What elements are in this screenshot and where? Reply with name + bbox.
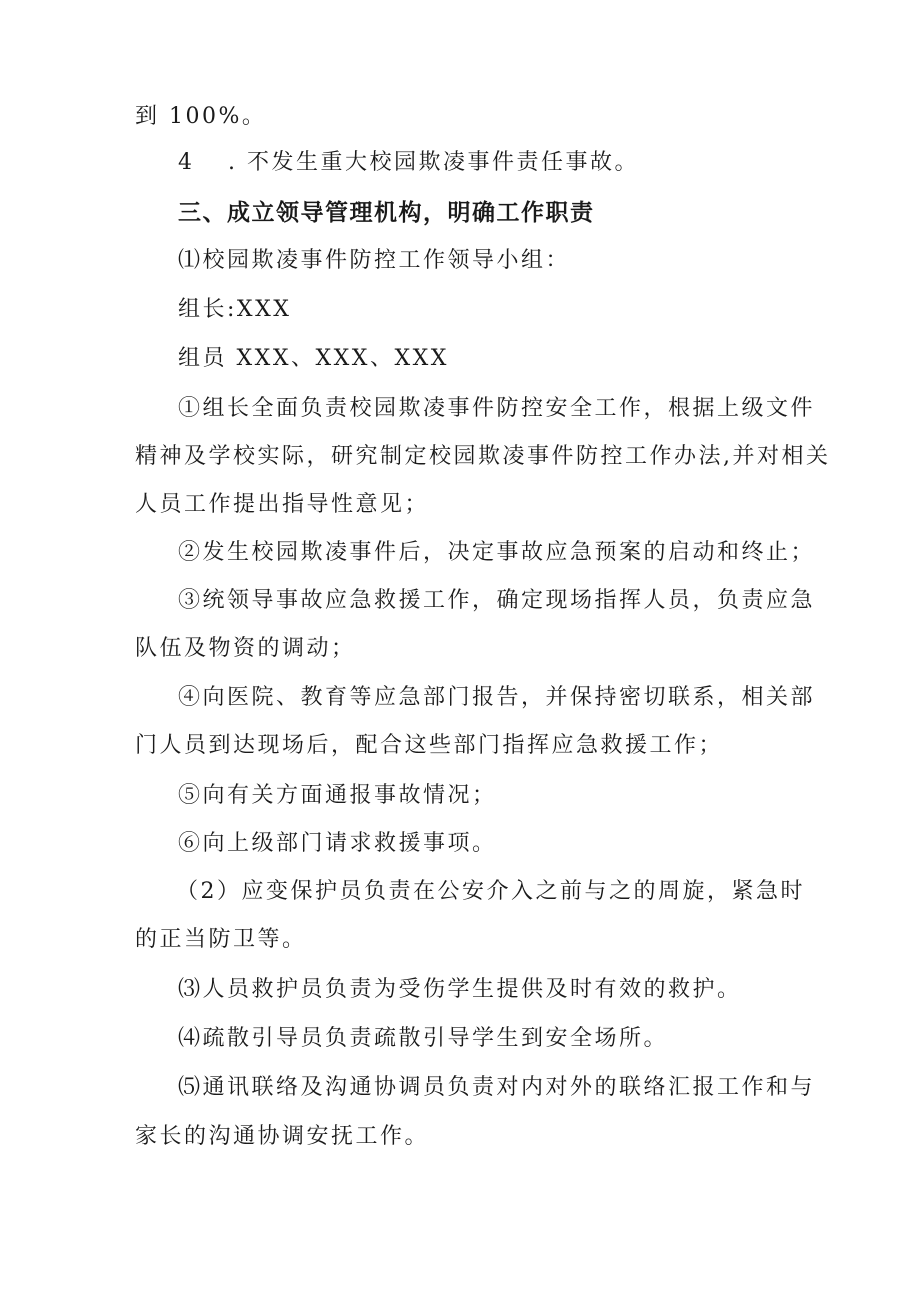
section-heading: 三、成立领导管理机构，明确工作职责: [178, 200, 595, 226]
text-line: 门人员到达现场后，配合这些部门指挥应急救援工作；: [135, 733, 724, 758]
text-line: 组长:XXX: [178, 297, 292, 322]
text-line: ⑤向有关方面通报事故情况；: [178, 783, 497, 808]
list-item-4: [178, 148, 639, 178]
text-line: ⑸通讯联络及沟通协调员负责对内对外的联络汇报工作和与: [178, 1075, 816, 1100]
text-line: 家长的沟通协调安抚工作。: [135, 1124, 430, 1149]
text-line: ⑥向上级部门请求救援事项。: [178, 831, 497, 856]
text-line: （2）应变保护员负责在公安介入之前与之的周旋，紧急时: [176, 879, 805, 904]
item-text: . 不发生重大校园欺凌事件责任事故。: [228, 150, 639, 175]
text-line: 精神及学校实际，研究制定校园欺凌事件防控工作办法,并对相关: [135, 444, 831, 469]
text-line: 队伍及物资的调动；: [135, 636, 356, 661]
text-line: ⑷疏散引导员负责疏散引导学生到安全场所。: [178, 1026, 669, 1051]
text-line: ④向医院、教育等应急部门报告，并保持密切联系，相关部: [178, 685, 816, 710]
text-line: ①组长全面负责校园欺凌事件防控安全工作，根据上级文件: [178, 396, 816, 421]
text-line: 组员 XXX、XXX、XXX: [178, 346, 449, 371]
text-line: ③统领导事故应急救援工作，确定现场指挥人员，负责应急: [178, 588, 816, 613]
item-number: 4: [178, 150, 195, 175]
text-line: 的正当防卫等。: [135, 927, 307, 952]
text-line: ②发生校园欺凌事件后，决定事故应急预案的启动和终止；: [178, 540, 816, 565]
text-line: 人员工作提出指导性意见；: [135, 492, 430, 517]
text-line: ⑶人员救护员负责为受伤学生提供及时有效的救护。: [178, 977, 742, 1002]
text-line: 到 100%。: [135, 104, 267, 129]
text-line: ⑴校园欺凌事件防控工作领导小组：: [178, 248, 571, 273]
